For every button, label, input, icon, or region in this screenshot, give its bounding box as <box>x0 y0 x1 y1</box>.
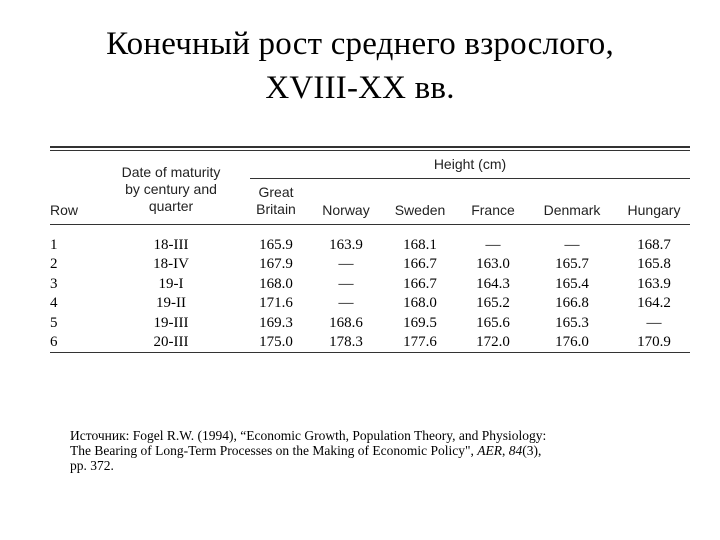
height-value-sweden: 168.1 <box>403 237 437 253</box>
height-value-sweden: 166.7 <box>403 256 437 273</box>
height-value-france: 165.2 <box>476 295 510 312</box>
table-top-rule <box>50 146 690 148</box>
source-line-2 <box>70 443 690 458</box>
height-value-france: 165.6 <box>476 314 510 331</box>
height-value-denmark: 166.8 <box>555 295 589 312</box>
source-volume: 84 <box>508 443 523 458</box>
slide-title <box>0 22 720 110</box>
height-value-france: 164.3 <box>476 275 510 292</box>
header-bottom-rule <box>50 224 690 225</box>
height-value-norway: — <box>338 295 354 312</box>
header-date-line-1: Date of maturity <box>121 164 221 180</box>
row-number: 1 <box>50 237 58 253</box>
height-value-sweden: 169.5 <box>403 314 437 331</box>
header-date-of-maturity <box>106 164 236 215</box>
row-date: 19-I <box>158 275 184 292</box>
header-country-great-britain: Great Britain <box>256 184 296 217</box>
row-number: 4 <box>50 295 58 312</box>
height-value-france: 163.0 <box>476 256 510 273</box>
height-value-sweden: 166.7 <box>403 275 437 292</box>
source-line-2-text: The Bearing of Long-Term Processes on the Making of Economic Policy", <box>70 443 478 458</box>
height-value-great-britain: 175.0 <box>259 334 293 350</box>
row-date: 19-III <box>153 314 189 331</box>
height-value-great-britain: 165.9 <box>259 237 293 253</box>
height-value-great-britain: 169.3 <box>259 314 293 331</box>
row-number: 3 <box>50 275 58 292</box>
height-value-denmark: 176.0 <box>555 334 589 350</box>
source-line-3: pp. 372. <box>70 458 114 473</box>
source-citation <box>70 428 690 473</box>
row-date: 20-III <box>153 334 189 350</box>
height-value-great-britain: 168.0 <box>259 275 293 292</box>
header-country-hungary: Hungary <box>627 202 681 218</box>
row-date: 19-II <box>156 295 186 312</box>
height-value-france: — <box>485 237 501 253</box>
height-value-great-britain: 167.9 <box>259 256 293 273</box>
height-value-hungary: 164.2 <box>637 295 671 312</box>
header-country-sweden: Sweden <box>394 202 446 218</box>
height-value-hungary: — <box>646 314 662 331</box>
slide-title-line-2: XVIII-XX вв. <box>265 70 455 106</box>
height-subheader-rule <box>250 178 690 179</box>
height-value-denmark: 165.7 <box>555 256 589 273</box>
header-date-line-2: by century and <box>125 181 217 197</box>
height-value-norway: — <box>338 256 354 273</box>
height-value-sweden: 177.6 <box>403 334 437 350</box>
height-table <box>50 146 690 356</box>
height-value-norway: 178.3 <box>329 334 363 350</box>
row-date: 18-III <box>153 237 189 253</box>
header-country-norway: Norway <box>322 202 370 218</box>
height-value-hungary: 163.9 <box>637 275 671 292</box>
height-value-great-britain: 171.6 <box>259 295 293 312</box>
height-value-norway: — <box>338 275 354 292</box>
height-value-sweden: 168.0 <box>403 295 437 312</box>
header-height: Height (cm) <box>433 156 507 172</box>
source-sep: , <box>501 443 509 458</box>
row-number: 6 <box>50 334 58 350</box>
height-value-hungary: 170.9 <box>637 334 671 350</box>
source-line-1: Источник: Fogel R.W. (1994), “Economic Growth, Population Theory, and Physiology: <box>70 428 547 443</box>
row-date: 18-IV <box>153 256 189 273</box>
header-row: Row <box>50 202 79 218</box>
height-value-france: 172.0 <box>476 334 510 350</box>
source-journal: AER <box>477 443 502 458</box>
height-value-denmark: — <box>564 237 580 253</box>
height-value-denmark: 165.3 <box>555 314 589 331</box>
height-value-hungary: 165.8 <box>637 256 671 273</box>
height-value-denmark: 165.4 <box>555 275 589 292</box>
height-value-hungary: 168.7 <box>637 237 671 253</box>
height-value-norway: 163.9 <box>329 237 363 253</box>
header-date-line-3: quarter <box>148 198 194 214</box>
row-number: 5 <box>50 314 58 331</box>
slide-title-line-1: Конечный рост среднего взрослого, <box>106 26 614 62</box>
header-country-denmark: Denmark <box>543 202 601 218</box>
header-country-france: France <box>471 202 515 218</box>
source-issue: (3), <box>522 443 542 458</box>
row-number: 2 <box>50 256 58 273</box>
height-value-norway: 168.6 <box>329 314 363 331</box>
table-top-rule-thin <box>50 150 690 151</box>
table-bottom-rule <box>50 352 690 353</box>
